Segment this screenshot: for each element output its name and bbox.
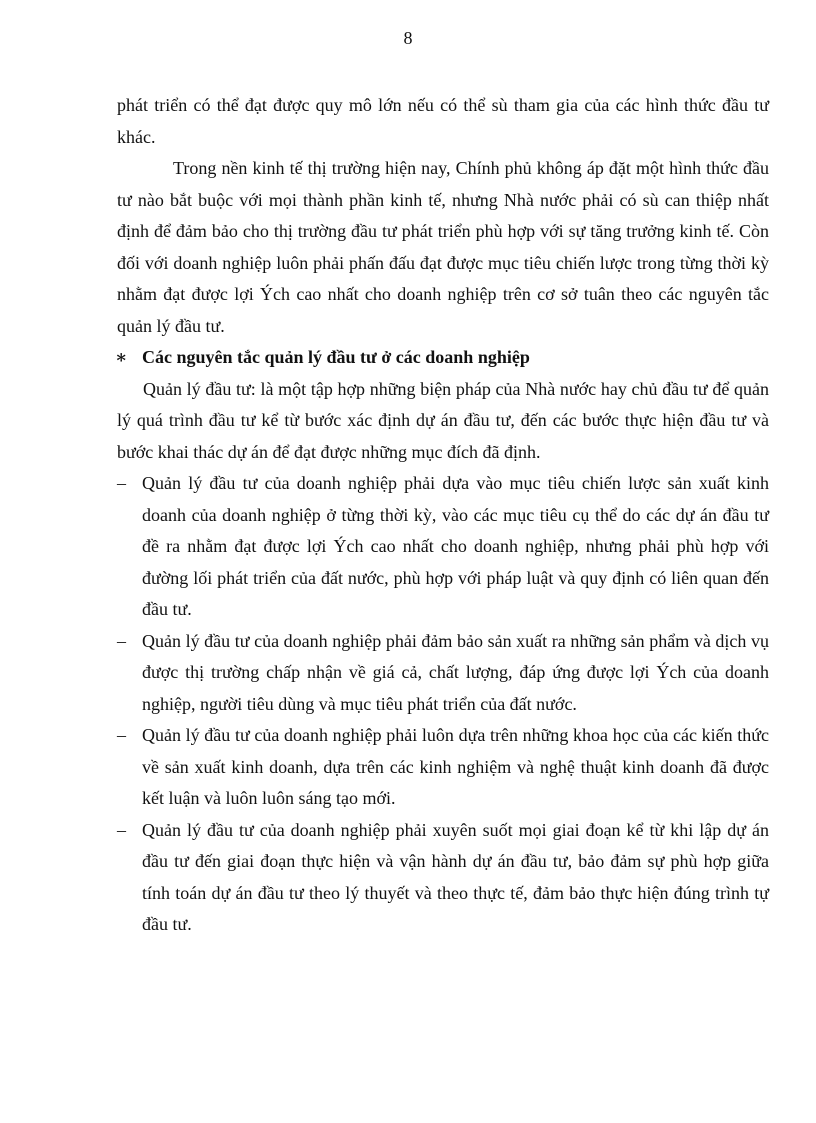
list-item-text: Quản lý đầu tư của doanh nghiệp phải luôn dựa trên những khoa học của các kiến thức về sản xuất kinh doanh, dựa trên các kinh nghiệm và nghệ thuật kinh doanh đã được kết luận và luôn luôn sáng tạo mới. bbox=[142, 725, 769, 808]
list-item-text: Quản lý đầu tư của doanh nghiệp phải đảm bảo sản xuất ra những sản phẩm và dịch vụ được thị trường chấp nhận về giá cả, chất lượng, đáp ứng được lợi Ých của doanh nghiệp, người tiêu dùng và mục tiêu phát triển của đất nước. bbox=[142, 630, 769, 714]
dash-bullet-icon: – bbox=[117, 630, 126, 651]
list-item bbox=[117, 626, 769, 721]
list-item bbox=[117, 720, 769, 815]
dash-bullet-icon: – bbox=[117, 819, 126, 840]
paragraph-market-economy: Trong nền kinh tế thị trường hiện nay, Chính phủ không áp đặt một hình thức đầu tư nào bắt buộc với mọi thành phần kinh tế, nhưng Nhà nước phải có sù can thiệp nhất định để đảm bảo cho thị trường đầu tư phát triển phù hợp với sự tăng trưởng kinh tế. Còn đối với doanh nghiệp luôn phải phấn đấu đạt được mục tiêu chiến lược trong từng thời kỳ nhằm đạt được lợi Ých cao nhất cho doanh nghiệp trên cơ sở tuân theo các nguyên tắc quản lý đầu tư. bbox=[117, 158, 769, 336]
list-item bbox=[117, 468, 769, 626]
list-item-text: Quản lý đầu tư của doanh nghiệp phải xuyên suốt mọi giai đoạn kể từ khi lập dự án đầu tư đến giai đoạn thực hiện và vận hành dự án đầu tư, bảo đảm sự phù hợp giữa tính toán dự án đầu tư theo lý thuyết và theo thực tế, đảm bảo thực hiện đúng trình tự đầu tư. bbox=[142, 819, 769, 934]
list-item-text: Quản lý đầu tư của doanh nghiệp phải dựa vào mục tiêu chiến lược sản xuất kinh doanh của doanh nghiệp ở từng thời kỳ, vào các mục tiêu cụ thể do các dự án đầu tư đề ra nhằm đạt được lợi Ých cao nhất cho doanh nghiệp, nhưng phải phù hợp với đường lối phát triển của đất nước, phù hợp với pháp luật và quy định có liên quan đến đầu tư. bbox=[142, 473, 769, 619]
list-item bbox=[117, 815, 769, 941]
paragraph-continuation: phát triển có thể đạt được quy mô lớn nếu có thể sù tham gia của các hình thức đầu tư khác. bbox=[117, 95, 769, 147]
section-heading bbox=[117, 342, 769, 374]
page-content bbox=[117, 90, 769, 941]
dash-bullet-icon: – bbox=[117, 473, 126, 493]
dash-bullet-icon: – bbox=[117, 725, 126, 745]
asterisk-bullet-icon: ∗ bbox=[115, 347, 128, 367]
paragraph-definition: Quản lý đầu tư: là một tập hợp những biện pháp của Nhà nước hay chủ đầu tư để quản lý quá trình đầu tư kể từ bước xác định dự án đầu tư, đến các bước thực hiện đầu tư và bước khai thác dự án để đạt được những mục đích đã định. bbox=[117, 378, 769, 462]
page-number: 8 bbox=[403, 28, 413, 48]
section-heading-text: Các nguyên tắc quản lý đầu tư ở các doanh nghiệp bbox=[142, 347, 530, 367]
